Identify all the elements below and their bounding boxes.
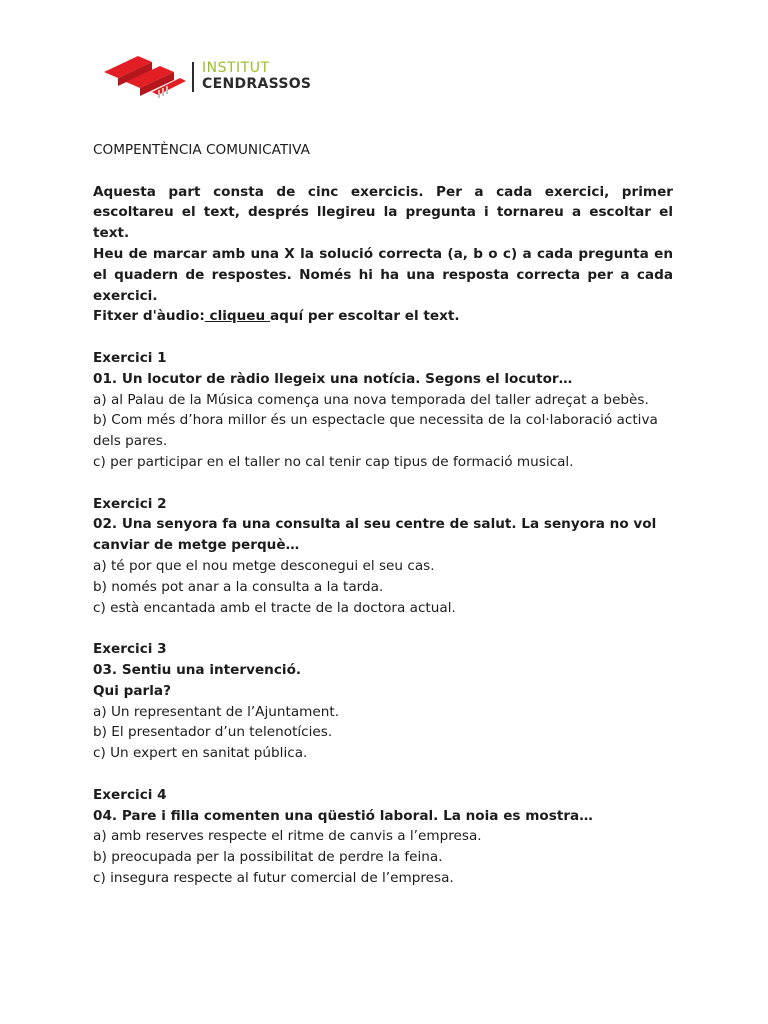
- logo-text-cendrassos: CENDRASSOS: [202, 76, 312, 92]
- exercise-title: Exercici 1: [93, 349, 167, 366]
- exercise-question: 02. Una senyora fa una consulta al seu centre de salut. La senyora no vol canviar de metge perquè…: [93, 516, 657, 554]
- answer-option: c) per participar en el taller no cal tenir cap tipus de formació musical.: [93, 453, 574, 470]
- exercise-question: 04. Pare i filla comenten una qüestió laboral. La noia es mostra…: [93, 807, 593, 824]
- exercise-title: Exercici 4: [93, 786, 167, 803]
- exercise-title: Exercici 2: [93, 495, 167, 512]
- audio-prefix: Fitxer d'àudio:: [93, 308, 205, 325]
- answer-option: c) està encantada amb el tracte de la doctora actual.: [93, 599, 456, 616]
- answer-option: a) té por que el nou metge desconegui el seu cas.: [93, 557, 435, 574]
- exercise-question: 03. Sentiu una intervenció.: [93, 661, 302, 678]
- audio-link[interactable]: cliqueu: [204, 308, 270, 325]
- exercise-title: Exercici 3: [93, 641, 167, 658]
- answer-option: b) només pot anar a la consulta a la tarda.: [93, 578, 384, 595]
- logo-divider: [192, 62, 194, 92]
- section-heading: COMPENTÈNCIA COMUNICATIVA: [93, 142, 310, 158]
- answer-option: a) amb reserves respecte el ritme de canvis a l’empresa.: [93, 828, 482, 845]
- answer-option: a) Un representant de l’Ajuntament.: [93, 703, 340, 720]
- answer-option: b) preocupada per la possibilitat de perdre la feina.: [93, 849, 443, 866]
- intro-paragraph-2: Heu de marcar amb una X la solució correcta (a, b o c) a cada pregunta en el quadern de respostes. Només hi ha una resposta correcta per a cada exercici.: [93, 245, 673, 304]
- document-body: [93, 140, 673, 889]
- answer-option: a) al Palau de la Música comença una nova temporada del taller adreçat a bebès.: [93, 391, 649, 408]
- answer-option: b) Com més d’hora millor és un espectacle que necessita de la col·laboració activa dels pares.: [93, 412, 658, 450]
- exercise-question: 01. Un locutor de ràdio llegeix una notícia. Segons el locutor…: [93, 370, 573, 387]
- answer-option: c) insegura respecte al futur comercial de l’empresa.: [93, 869, 454, 886]
- intro-paragraph-1: Aquesta part consta de cinc exercicis. Per a cada exercici, primer escoltareu el text, després llegireu la pregunta i tornareu a escoltar el text.: [93, 183, 673, 242]
- answer-option: c) Un expert en sanitat pública.: [93, 745, 308, 762]
- audio-suffix: aquí per escoltar el text.: [269, 308, 460, 325]
- institut-logo: [104, 52, 324, 100]
- audio-line: [93, 306, 673, 327]
- exercise-question-2: Qui parla?: [93, 682, 171, 699]
- logo-text-institut: INSTITUT: [202, 60, 270, 76]
- cendrassos-logo-icon: [104, 52, 188, 100]
- answer-option: b) El presentador d’un telenotícies.: [93, 724, 333, 741]
